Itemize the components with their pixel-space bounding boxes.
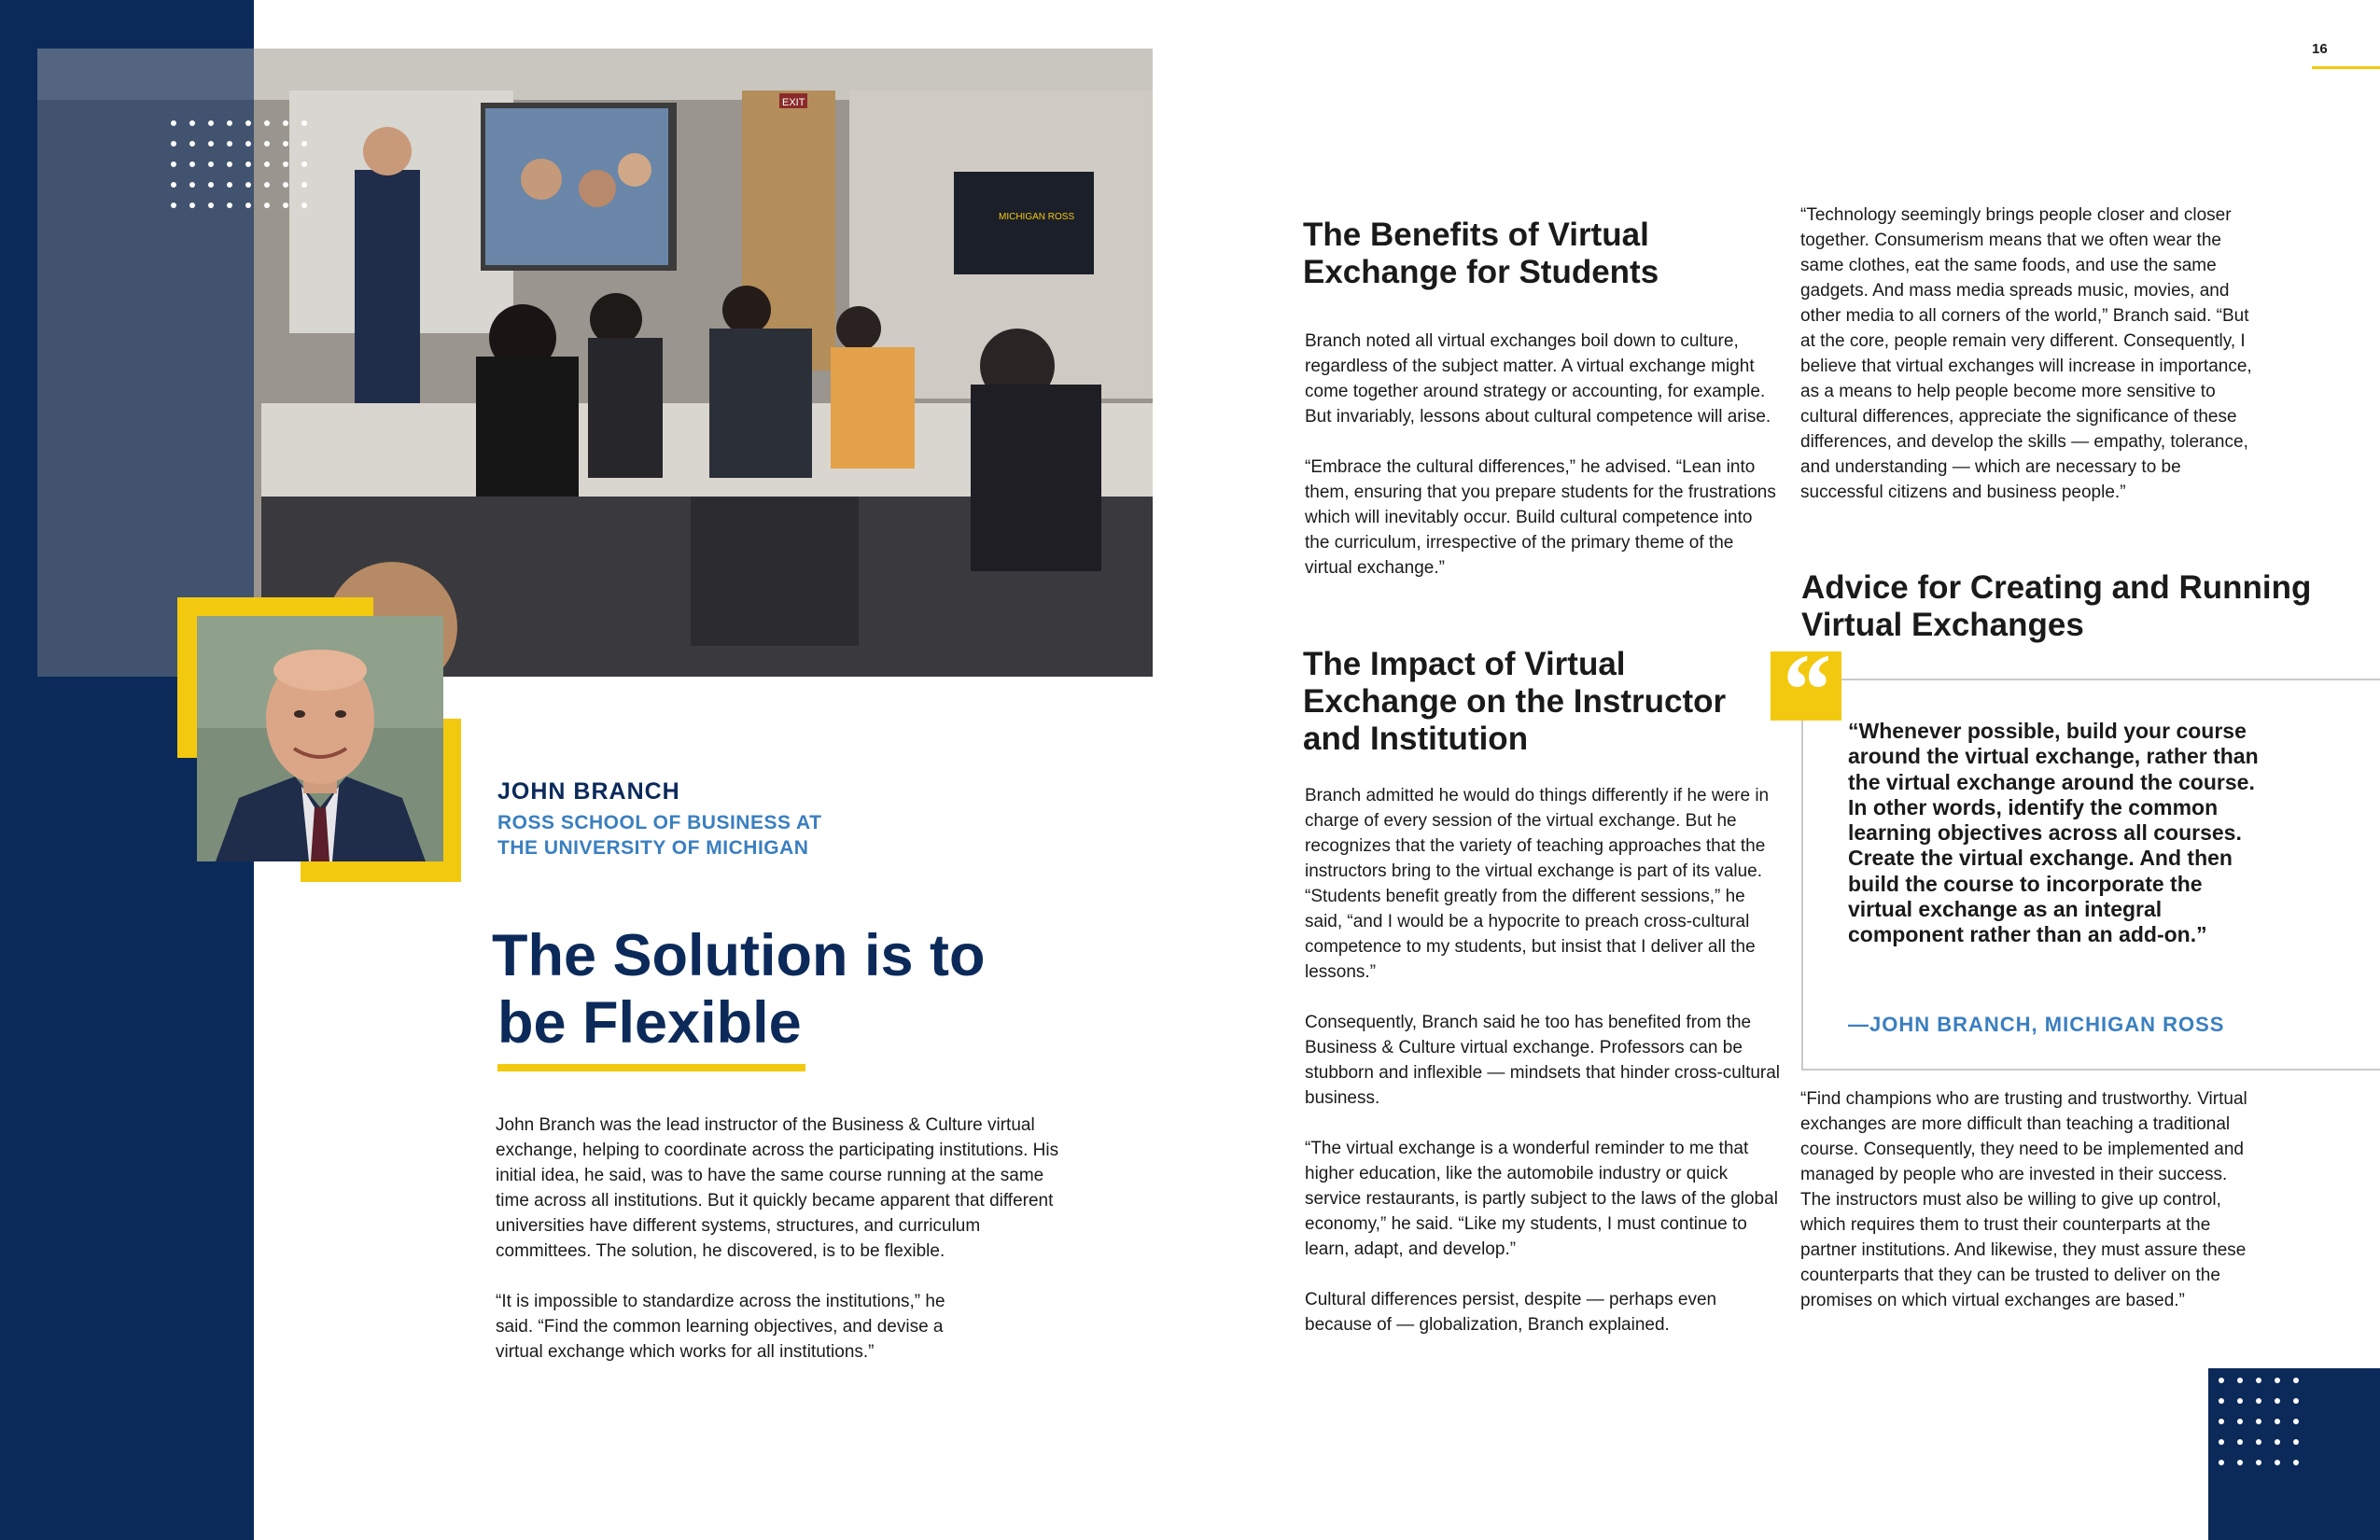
page-title-line-2: be Flexible (497, 990, 802, 1056)
screen-logo-text: MICHIGAN ROSS (999, 212, 1075, 222)
dot-pattern-bottom (2219, 1378, 2299, 1465)
heading-benefits: The Benefits of Virtual Exchange for Students (1303, 217, 1659, 290)
impact-body (1305, 783, 1781, 1337)
paragraph: Branch noted all virtual exchanges boil down to culture, regardless of the subject matter. A virtual exchange might come together around strategy or accounting, for example. But invariably, lessons about cultural competence will arise. (1305, 331, 1771, 427)
advice-body (1800, 1086, 2258, 1313)
heading-impact: The Impact of Virtual Exchange on the Instructor and Institution (1303, 646, 1727, 757)
paragraph: “The virtual exchange is a wonderful reminder to me that higher education, like the automobile industry or quick service restaurants, is partly subject to the laws of the global economy,” he said. “Like my students, I must continue to learn, adapt, and develop.” (1305, 1139, 1778, 1259)
paragraph: “Technology seemingly brings people closer and closer together. Consumerism means that we often wear the same clothes, eat the same foods, and use the same gadgets. And mass media spreads music, movies, and other media to all corners of the world,” Branch said. “But at the core, people remain very different. Consequently, I believe that virtual exchanges will increase in importance, as a means to help people become more sensitive to cultural differences, appreciate the significance of these differences, and develop the skills — empathy, tolerance, and understanding — which are necessary to be successful citizens and business people.” (1800, 205, 2252, 502)
paragraph: John Branch was the lead instructor of the Business & Culture virtual exchange, helping to coordinate across the participating institutions. His initial idea, he said, was to have the same course running at the same time across all institutions. But it quickly became apparent that different universities have different systems, structures, and curriculum committees. The solution, he discovered, is to be flexible. (496, 1115, 1059, 1261)
quote-glyph: “ (1778, 633, 1829, 747)
page-title-line-1: The Solution is to (492, 923, 986, 988)
page-title (492, 922, 985, 1057)
exit-sign-text: EXIT (782, 97, 805, 108)
paragraph: “Find champions who are trusting and trustworthy. Virtual exchanges are more difficult than teaching a traditional course. Consequently, they need to be implemented and managed by people who are invested in their success. The instructors must also be willing to give up control, which requires them to trust their counterparts at the partner institutions. And likewise, they must assure these counterparts that they can be trusted to deliver on the promises on which virtual exchanges are based.” (1800, 1089, 2247, 1310)
profile-name: JOHN BRANCH (497, 778, 680, 805)
dot-pattern-top (171, 120, 307, 208)
page-number: 16 (2312, 41, 2328, 57)
page-number-rule (2312, 66, 2380, 69)
affiliation-line-2: THE UNIVERSITY OF MICHIGAN (497, 837, 809, 859)
paragraph: Consequently, Branch said he too has benefited from the Business & Culture virtual exchange. Professors can be stubborn and inflexible — mindsets that hinder cross-cultural business. (1305, 1013, 1781, 1108)
paragraph: Branch admitted he would do things differently if he were in charge of every session of the virtual exchange. But he recognizes that the variety of teaching approaches that the instructors bring to the virtual exchange is part of its value. “Students benefit greatly from the different sessions,” he said, “and I would be a hypocrite to preach cross-cultural competence to my students, but insist that I deliver all the lessons.” (1305, 786, 1770, 982)
profile-affiliation (497, 810, 821, 861)
quote-mark-icon (1771, 633, 1841, 747)
paragraph: Cultural differences persist, despite — perhaps even because of — globalization, Branch explained. (1305, 1290, 1717, 1335)
title-underline (497, 1064, 805, 1071)
pull-quote-attribution: —JOHN BRANCH, MICHIGAN ROSS (1848, 1013, 2225, 1036)
right-column-top-body (1800, 203, 2258, 505)
heading-advice: Advice for Creating and Running Virtual Exchanges (1801, 569, 2312, 643)
affiliation-line-1: ROSS SCHOOL OF BUSINESS AT (497, 812, 822, 833)
pull-quote-text: “Whenever possible, build your course around the virtual exchange, rather than the virtual exchange around the course. In other words, identify the common learning objectives across all courses. Create the virtual exchange. And then build the course to incorporate the virtual exchange as an integral component rather than an add-on.” (1848, 719, 2259, 947)
paragraph: “It is impossible to standardize across the institutions,” he said. “Find the common learning objectives, and devise a virtual exchange which works for all institutions.” (496, 1292, 945, 1362)
paragraph: “Embrace the cultural differences,” he advised. “Lean into them, ensuring that you prepare students for the frustrations which will inevitably occur. Build cultural competence into the curriculum, irrespective of the primary theme of the virtual exchange.” (1305, 457, 1776, 578)
left-column-body (496, 1113, 1074, 1365)
benefits-body (1305, 329, 1781, 581)
john-branch-portrait (197, 616, 443, 861)
